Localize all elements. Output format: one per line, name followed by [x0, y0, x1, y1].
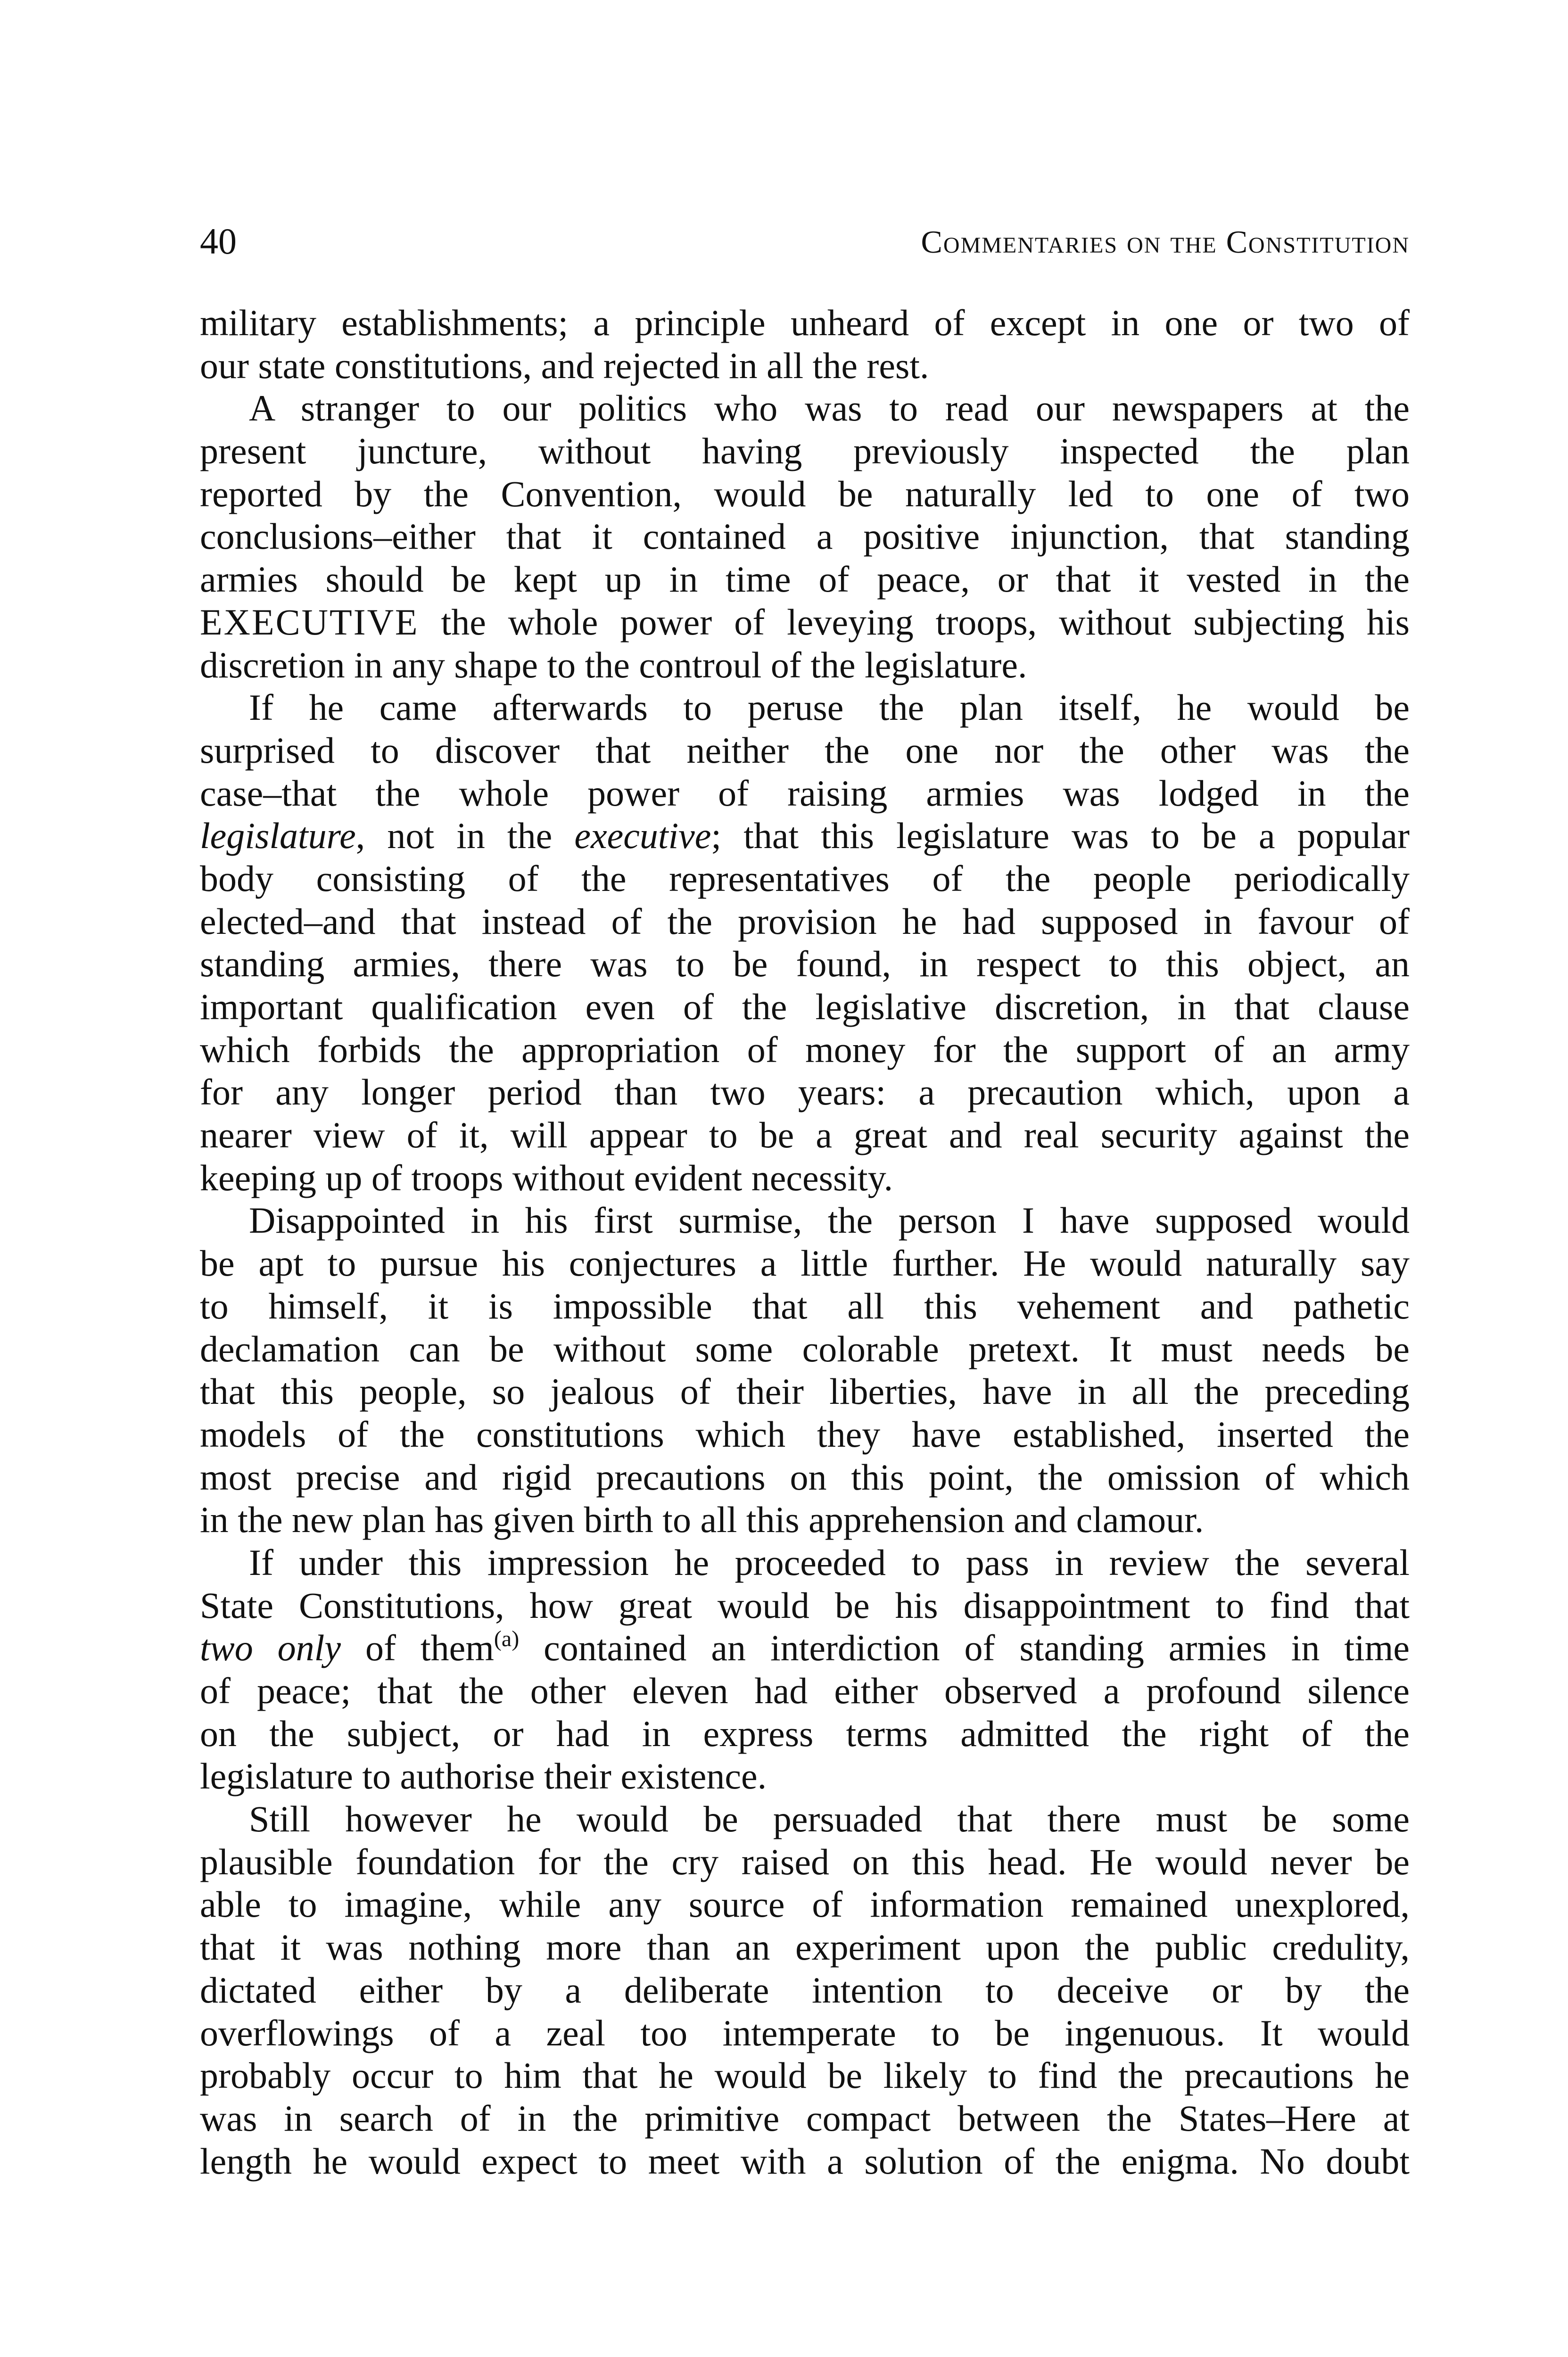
text-line [200, 1370, 1410, 1413]
text-segment: of peace; that the other eleven had either observed a profound silence [200, 1670, 1410, 1711]
italic-text: two only [200, 1627, 341, 1669]
text-segment: overflowings of a zeal too intemperate to be ingenuous. It would [200, 2012, 1410, 2053]
text-line [200, 1157, 1410, 1200]
text-segment: State Constitutions, how great would be his disappointment to find that [200, 1584, 1410, 1626]
text-line [200, 558, 1410, 601]
text-line [200, 1670, 1410, 1713]
text-segment: legislature to authorise their existence. [200, 1755, 767, 1797]
text-segment: Still however he would be persuaded that there must be some [249, 1798, 1410, 1840]
text-line [200, 1285, 1410, 1328]
text-segment: conclusions–either that it contained a positive injunction, that standing [200, 516, 1410, 557]
text-segment: elected–and that instead of the provision he had supposed in favour of [200, 900, 1410, 942]
text-line [200, 686, 1410, 729]
text-line [200, 1541, 1410, 1584]
text-segment: most precise and rigid precautions on this point, the omission of which [200, 1456, 1410, 1498]
text-segment: which forbids the appropriation of money for the support of an army [200, 1029, 1410, 1070]
text-line [200, 986, 1410, 1029]
text-segment: If he came afterwards to peruse the plan itself, he would be [249, 687, 1410, 728]
text-line [200, 515, 1410, 558]
text-line [200, 2012, 1410, 2055]
text-line [200, 1242, 1410, 1285]
text-line [200, 1584, 1410, 1627]
text-segment: important qualification even of the legislative discretion, in that clause [200, 986, 1410, 1027]
text-segment: that this people, so jealous of their liberties, have in all the preceding [200, 1371, 1410, 1412]
text-segment: our state constitutions, and rejected in all the rest. [200, 345, 929, 386]
text-line [200, 1627, 1410, 1670]
text-line [200, 1114, 1410, 1157]
text-segment: for any longer period than two years: a precaution which, upon a [200, 1071, 1410, 1113]
footnote-marker: (a) [494, 1626, 520, 1652]
text-line [200, 1456, 1410, 1499]
text-line [200, 900, 1410, 943]
text-line [200, 2140, 1410, 2183]
text-segment: declamation can be without some colorable pretext. It must needs be [200, 1328, 1410, 1369]
text-segment: military establishments; a principle unheard of except in one or two of [200, 302, 1410, 343]
text-segment: If under this impression he proceeded to pass in review the several [249, 1541, 1410, 1583]
page-header [200, 218, 1410, 270]
text-segment: ; that this legislature was to be a popular [711, 815, 1410, 857]
text-segment: on the subject, or had in express terms admitted the right of the [200, 1713, 1410, 1754]
text-line [200, 2054, 1410, 2097]
text-segment: reported by the Convention, would be naturally led to one of two [200, 473, 1410, 514]
text-segment: standing armies, there was to be found, in respect to this object, an [200, 943, 1410, 985]
text-segment: body consisting of the representatives of the people periodically [200, 857, 1410, 899]
text-line [200, 1328, 1410, 1371]
text-line [200, 772, 1410, 815]
text-segment: was in search of in the primitive compact between the States–Here at [200, 2097, 1410, 2139]
text-line [200, 815, 1410, 857]
text-line [200, 1969, 1410, 2012]
text-line [200, 1071, 1410, 1114]
text-segment: , not in the [355, 815, 575, 857]
text-segment: probably occur to him that he would be likely to find the precautions he [200, 2055, 1410, 2096]
text-line [200, 2097, 1410, 2140]
body-text [200, 302, 1410, 2183]
text-segment: dictated either by a deliberate intention to deceive or by the [200, 1969, 1410, 2011]
text-line [200, 1499, 1410, 1541]
text-line [200, 345, 1410, 387]
text-segment: contained an interdiction of standing armies in time [519, 1627, 1410, 1669]
text-segment: discretion in any shape to the controul of the legislature. [200, 644, 1027, 685]
text-segment: of them [340, 1627, 494, 1669]
text-line [200, 729, 1410, 772]
text-line [200, 1413, 1410, 1456]
running-head: Commentaries on the Constitution [921, 224, 1410, 260]
text-segment: to himself, it is impossible that all this vehement and pathetic [200, 1285, 1410, 1327]
text-line [200, 1755, 1410, 1798]
text-segment: in the new plan has given birth to all this apprehension and clamour. [200, 1499, 1204, 1541]
text-segment: keeping up of troops without evident necessity. [200, 1157, 893, 1198]
text-line [200, 943, 1410, 986]
text-segment: A stranger to our politics who was to read our newspapers at the [249, 387, 1410, 429]
text-segment: case–that the whole power of raising armies was lodged in the [200, 772, 1410, 814]
text-line [200, 1841, 1410, 1884]
text-segment: be apt to pursue his conjectures a little further. He would naturally say [200, 1243, 1410, 1284]
text-line [200, 302, 1410, 345]
text-line [200, 857, 1410, 900]
text-segment: armies should be kept up in time of peace, or that it vested in the [200, 559, 1410, 600]
text-line [200, 601, 1410, 644]
italic-text: legislature [200, 815, 356, 857]
text-segment: the whole power of leveying troops, without subjecting his [419, 601, 1410, 643]
text-segment: able to imagine, while any source of information remained unexplored, [200, 1884, 1410, 1925]
small-caps-text: EXECUTIVE [200, 601, 419, 643]
text-line [200, 1798, 1410, 1841]
text-line [200, 1926, 1410, 1969]
italic-text: executive [574, 815, 711, 857]
text-segment: surprised to discover that neither the one nor the other was the [200, 729, 1410, 771]
text-segment: present juncture, without having previously inspected the plan [200, 430, 1410, 472]
text-segment: nearer view of it, will appear to be a great and real security against the [200, 1114, 1410, 1156]
text-line [200, 1199, 1410, 1242]
text-line [200, 644, 1410, 687]
text-segment: plausible foundation for the cry raised on this head. He would never be [200, 1841, 1410, 1882]
text-line [200, 1883, 1410, 1926]
text-line [200, 1713, 1410, 1755]
page-number: 40 [200, 221, 237, 262]
text-segment: models of the constitutions which they have established, inserted the [200, 1413, 1410, 1455]
text-line [200, 387, 1410, 430]
text-line [200, 1029, 1410, 1071]
text-line [200, 473, 1410, 516]
text-line [200, 430, 1410, 473]
text-segment: length he would expect to meet with a solution of the enigma. No doubt [200, 2140, 1410, 2182]
text-segment: Disappointed in his first surmise, the person I have supposed would [249, 1200, 1410, 1241]
text-segment: that it was nothing more than an experiment upon the public credulity, [200, 1927, 1410, 1968]
